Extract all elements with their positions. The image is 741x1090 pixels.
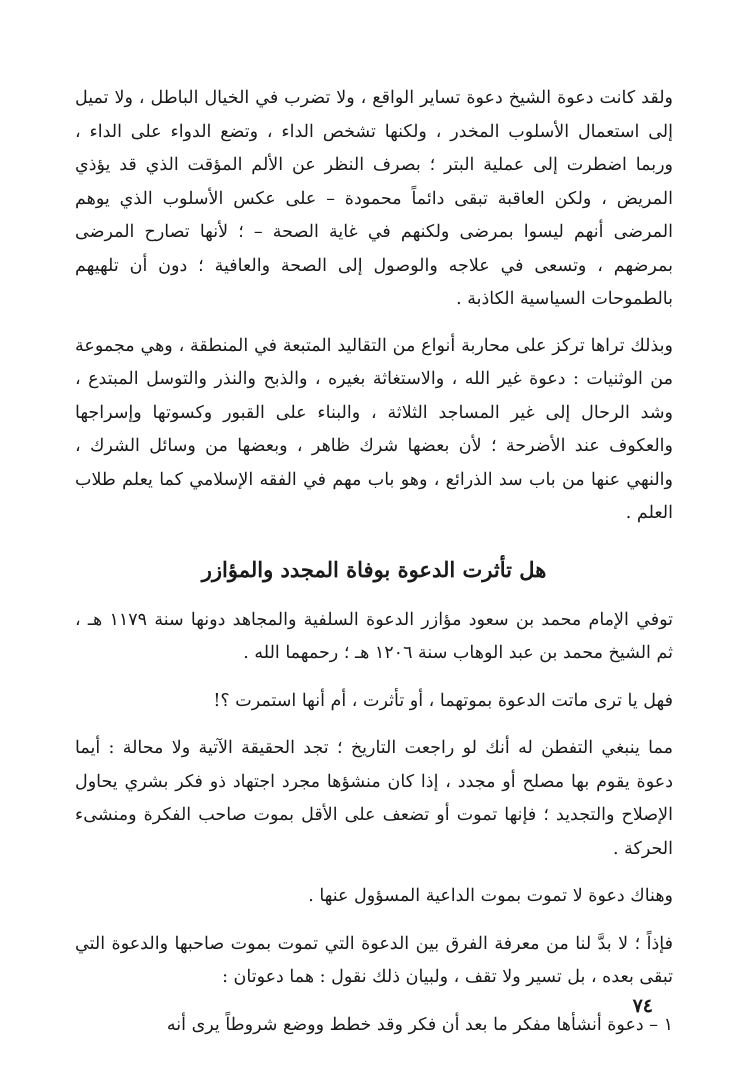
paragraph: فإذاً ؛ لا بدَّ لنا من معرفة الفرق بين الدعوة التي تموت بموت صاحبها والدعوة التي تبقى بعده ، بل تسير ولا تقف ، ولبيان ذلك نقول : هما دعوتان :	[75, 933, 673, 987]
paragraph: ولقد كانت دعوة الشيخ دعوة تساير الواقع ، ولا تضرب في الخيال الباطل ، ولا تميل إلى استعمال الأسلوب المخدر ، ولكنها تشخص الداء ، وتضع الدواء على الداء ، وربما اضطرت إلى عملية البتر ؛ بصرف النظر عن الألم المؤقت الذي قد يؤذي المريض ، ولكن العاقبة تبقى دائماً محمودة – على عكس الأسلوب الذي يوهم المرضى أنهم ليسوا بمرضى ولكنهم في غاية الصحة – ؛ لأنها تصارح المرضى بمرضهم ، وتسعى في علاجه والوصول إلى الصحة والعافية ؛ دون أن تلهيهم بالطموحات السياسية الكاذبة .	[75, 88, 673, 309]
paragraph: توفي الإمام محمد بن سعود مؤازر الدعوة السلفية والمجاهد دونها سنة ١١٧٩ هـ ، ثم الشيخ محمد بن عبد الوهاب سنة ١٢٠٦ هـ ؛ رحمهما الله .	[75, 609, 673, 663]
paragraph: فهل يا ترى ماتت الدعوة بموتهما ، أو تأثرت ، أم أنها استمرت ؟!	[213, 690, 673, 711]
page-body	[75, 82, 673, 1042]
paragraph: ١ – دعوة أنشأها مفكر ما بعد أن فكر وقد خطط ووضع شروطاً يرى أنه	[166, 1014, 673, 1035]
paragraph: وبذلك تراها تركز على محاربة أنواع من التقاليد المتبعة في المنطقة ، وهي مجموعة من الوثنيات : دعوة غير الله ، والاستغاثة بغيره ، والذبح والنذر والتوسل المبتدع ، وشد الرحال إلى غير المساجد الثلاثة ، والبناء على القبور وكسوتها وإسراجها والعكوف عند الأضرحة ؛ لأن بعضها شرك ظاهر ، وبعضها من وسائل الشرك ، والنهي عنها من باب سد الذرائع ، وهو باب مهم في الفقه الإسلامي كما يعلم طلاب العلم .	[75, 335, 673, 523]
page-number: ٧٤	[632, 995, 653, 1017]
section-heading: هل تأثرت الدعوة بوفاة المجدد والمؤازر	[201, 556, 547, 582]
paragraph: مما ينبغي التفطن له أنك لو راجعت التاريخ ؛ تجد الحقيقة الآتية ولا محالة : أيما دعوة يقوم بها مصلح أو مجدد ، إذا كان منشؤها مجرد اجتهاد ذو فكر بشري يحاول الإصلاح والتجديد ؛ فإنها تموت أو تضعف على الأقل بموت صاحب الفكرة ومنشىء الحركة .	[75, 738, 673, 859]
paragraph: وهناك دعوة لا تموت بموت الداعية المسؤول عنها .	[308, 886, 673, 906]
